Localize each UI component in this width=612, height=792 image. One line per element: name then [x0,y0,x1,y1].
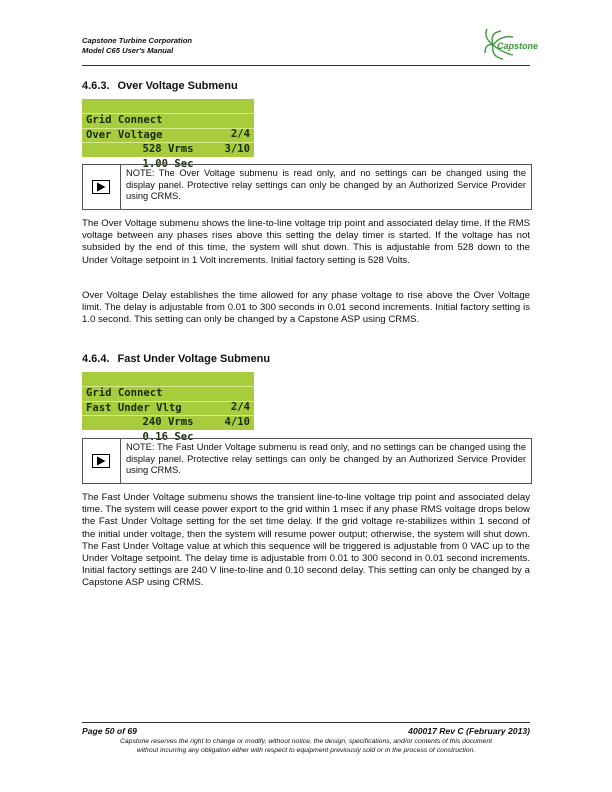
paragraph: The Over Voltage submenu shows the line-to-line voltage trip point and associated delay time. If the RMS voltage between any phases rises above this setting the delay timer is started. If the voltage has not subsided by the end of this time, the system will shut down. This is adjustable from 528 down to the Under Voltage setpoint in 1 Volt increments. Initial factory setting is 528 Volts. [82,218,530,266]
lcd-row1-right: 2/4 [230,401,250,413]
note-box-over-voltage [82,164,532,210]
play-arrow-icon [92,454,110,468]
lcd-display-over-voltage [82,99,254,170]
paragraph: The Fast Under Voltage submenu shows the transient line-to-line voltage trip point and associated delay time. The system will cease power export to the grid within 1 msec if any phase RMS voltage drops below the Fast Under Voltage setting for the set time delay. If the grid voltage re-stabilizes within 1 second of the initial under voltage, then the system will resume power output; otherwise, the system will shut down. The Fast Under Voltage value at which this sequence will be triggered is adjustable from 0 VAC up to the Under Voltage setpoint. The delay time is adjustable from 0.01 to 300 second in 0.01 second increments. Initial factory settings are 240 V line-to-line and 0.10 second delay. This setting can only be changed by a Capstone ASP using CRMS. [82,492,530,589]
play-arrow-icon [92,180,110,194]
logo-text: Capstone [497,41,539,51]
lcd-row4: 1.00 Sec [142,157,194,170]
lcd-row3: 240 Vrms [142,416,194,428]
page-header [82,36,532,66]
lcd-row1-left: Grid Connect [86,387,163,399]
lcd-row2-left: Fast Under Vltg [86,401,182,414]
lcd-row1-left: Grid Connect [86,114,163,126]
note-box-fast-under-voltage [82,438,532,484]
lcd-row4: 0.16 Sec [142,430,194,443]
footer-divider [82,722,530,723]
note-text: NOTE: The Over Voltage submenu is read only, and no settings can be changed using the display panel. Protective relay settings can only be changed by an Authorized Service Provider using CRMS. [126,168,526,202]
document-revision: 400017 Rev C (February 2013) [408,726,530,736]
page-number: Page 50 of 69 [82,726,137,736]
lcd-row2-right: 3/10 [224,142,250,155]
lcd-row3: 528 Vrms [142,143,194,155]
lcd-row2-left: Over Voltage [86,128,163,141]
note-text: NOTE: The Fast Under Voltage submenu is read only, and no settings can be changed using the display panel. Protective relay settings can only be changed by an Authorized Service Provider using CRMS. [126,442,526,476]
header-divider [82,65,530,66]
lcd-row2-right: 4/10 [224,415,250,428]
footer-disclaimer: Capstone reserves the right to change or modify, without notice, the design, specifications, and/or contents of this document without incurring any obligation either with respect to equipment previously sold or in the process of construction. [119,738,493,754]
lcd-display-fast-under-voltage [82,372,254,443]
company-name: Capstone Turbine Corporation [82,36,192,45]
section-title-fast-under-voltage: 4.6.4. Fast Under Voltage Submenu [82,353,271,365]
section-title-over-voltage: 4.6.3. Over Voltage Submenu [82,80,238,92]
lcd-row1-right: 2/4 [230,128,250,140]
capstone-logo [479,25,543,65]
manual-title: Model C65 User's Manual [82,46,174,55]
paragraph: Over Voltage Delay establishes the time allowed for any phase voltage to rise above the Over Voltage limit. The delay is adjustable from 0.01 to 300 seconds in 0.01 second increments. Initial factory setting is 1.0 second. This setting can only be changed by a Capstone ASP using CRMS. [82,290,530,326]
